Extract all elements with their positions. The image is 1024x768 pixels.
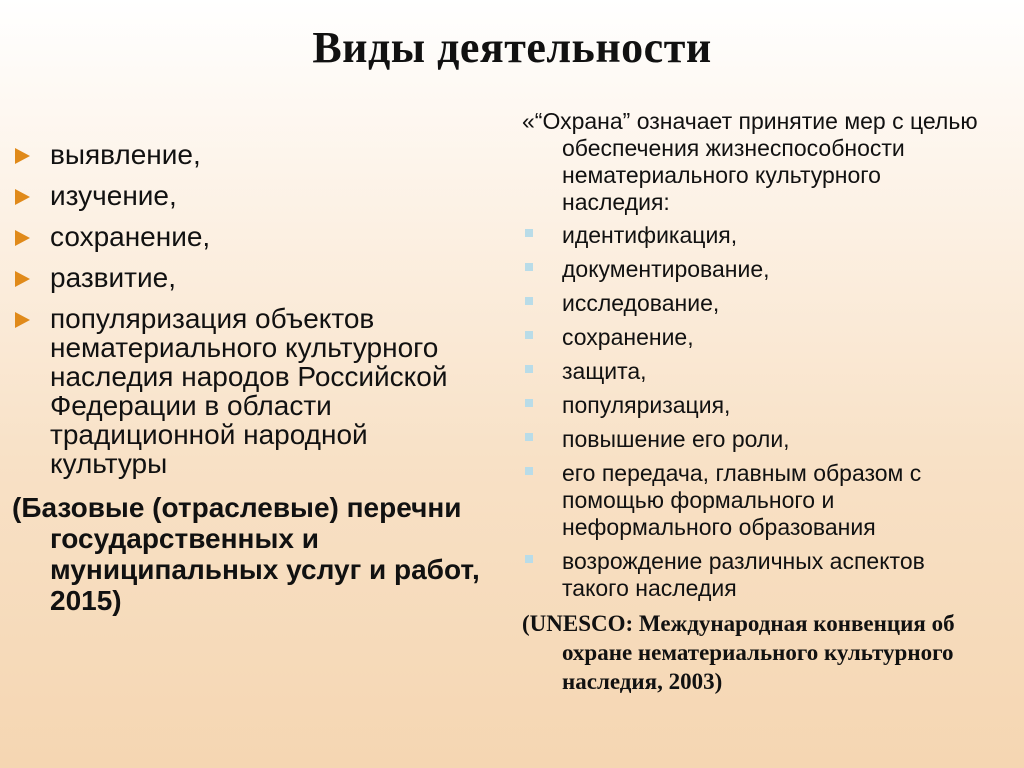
- list-item: [12, 304, 482, 478]
- list-item-text: популяризация,: [562, 392, 731, 418]
- square-bullet-icon: [525, 263, 533, 271]
- square-bullet-icon: [525, 399, 533, 407]
- list-item: [522, 256, 992, 283]
- triangle-bullet-icon: [15, 230, 30, 246]
- list-item-text: выявление,: [50, 139, 201, 170]
- triangle-bullet-icon: [15, 148, 30, 164]
- list-item: [12, 181, 482, 210]
- left-column: [12, 140, 482, 616]
- list-item-text: изучение,: [50, 180, 177, 211]
- square-bullet-icon: [525, 555, 533, 563]
- list-item: [522, 222, 992, 249]
- list-item: [522, 460, 992, 541]
- list-item: [522, 358, 992, 385]
- activities-list: [12, 140, 482, 478]
- triangle-bullet-icon: [15, 189, 30, 205]
- right-source-citation: (UNESCO: Международная конвенция об охране нематериального культурного наследия, 2003): [522, 611, 955, 694]
- list-item: [522, 290, 992, 317]
- list-item-text: возрождение различных аспектов такого наследия: [562, 548, 925, 601]
- list-item-text: исследование,: [562, 290, 720, 316]
- list-item: [522, 392, 992, 419]
- square-bullet-icon: [525, 229, 533, 237]
- protection-measures-list: [522, 222, 992, 602]
- square-bullet-icon: [525, 331, 533, 339]
- square-bullet-icon: [525, 297, 533, 305]
- list-item: [12, 263, 482, 292]
- list-item-text: идентификация,: [562, 222, 738, 248]
- list-item: [522, 324, 992, 351]
- list-item-text: его передача, главным образом с помощью формального и неформального образования: [562, 460, 922, 540]
- list-item-text: сохранение,: [562, 324, 694, 350]
- square-bullet-icon: [525, 365, 533, 373]
- list-item-text: повышение его роли,: [562, 426, 790, 452]
- list-item-text: сохранение,: [50, 221, 211, 252]
- list-item: [12, 140, 482, 169]
- list-item-text: документирование,: [562, 256, 770, 282]
- right-column: [522, 108, 992, 696]
- left-source-citation: (Базовые (отраслевые) перечни государственных и муниципальных услуг и работ, 2015): [12, 492, 480, 616]
- list-item: [12, 222, 482, 251]
- list-item-text: защита,: [562, 358, 647, 384]
- square-bullet-icon: [525, 433, 533, 441]
- list-item: [522, 548, 992, 602]
- triangle-bullet-icon: [15, 312, 30, 328]
- list-item-text: развитие,: [50, 262, 176, 293]
- triangle-bullet-icon: [15, 271, 30, 287]
- right-intro: «“Охрана” означает принятие мер с целью обеспечения жизнеспособности нематериального культурного наследия:: [522, 108, 978, 215]
- list-item: [522, 426, 992, 453]
- page-title: Виды деятельности: [312, 23, 712, 72]
- square-bullet-icon: [525, 467, 533, 475]
- list-item-text: популяризация объектов нематериального культурного наследия народов Российской Федерации в области традиционной народной культуры: [50, 303, 448, 479]
